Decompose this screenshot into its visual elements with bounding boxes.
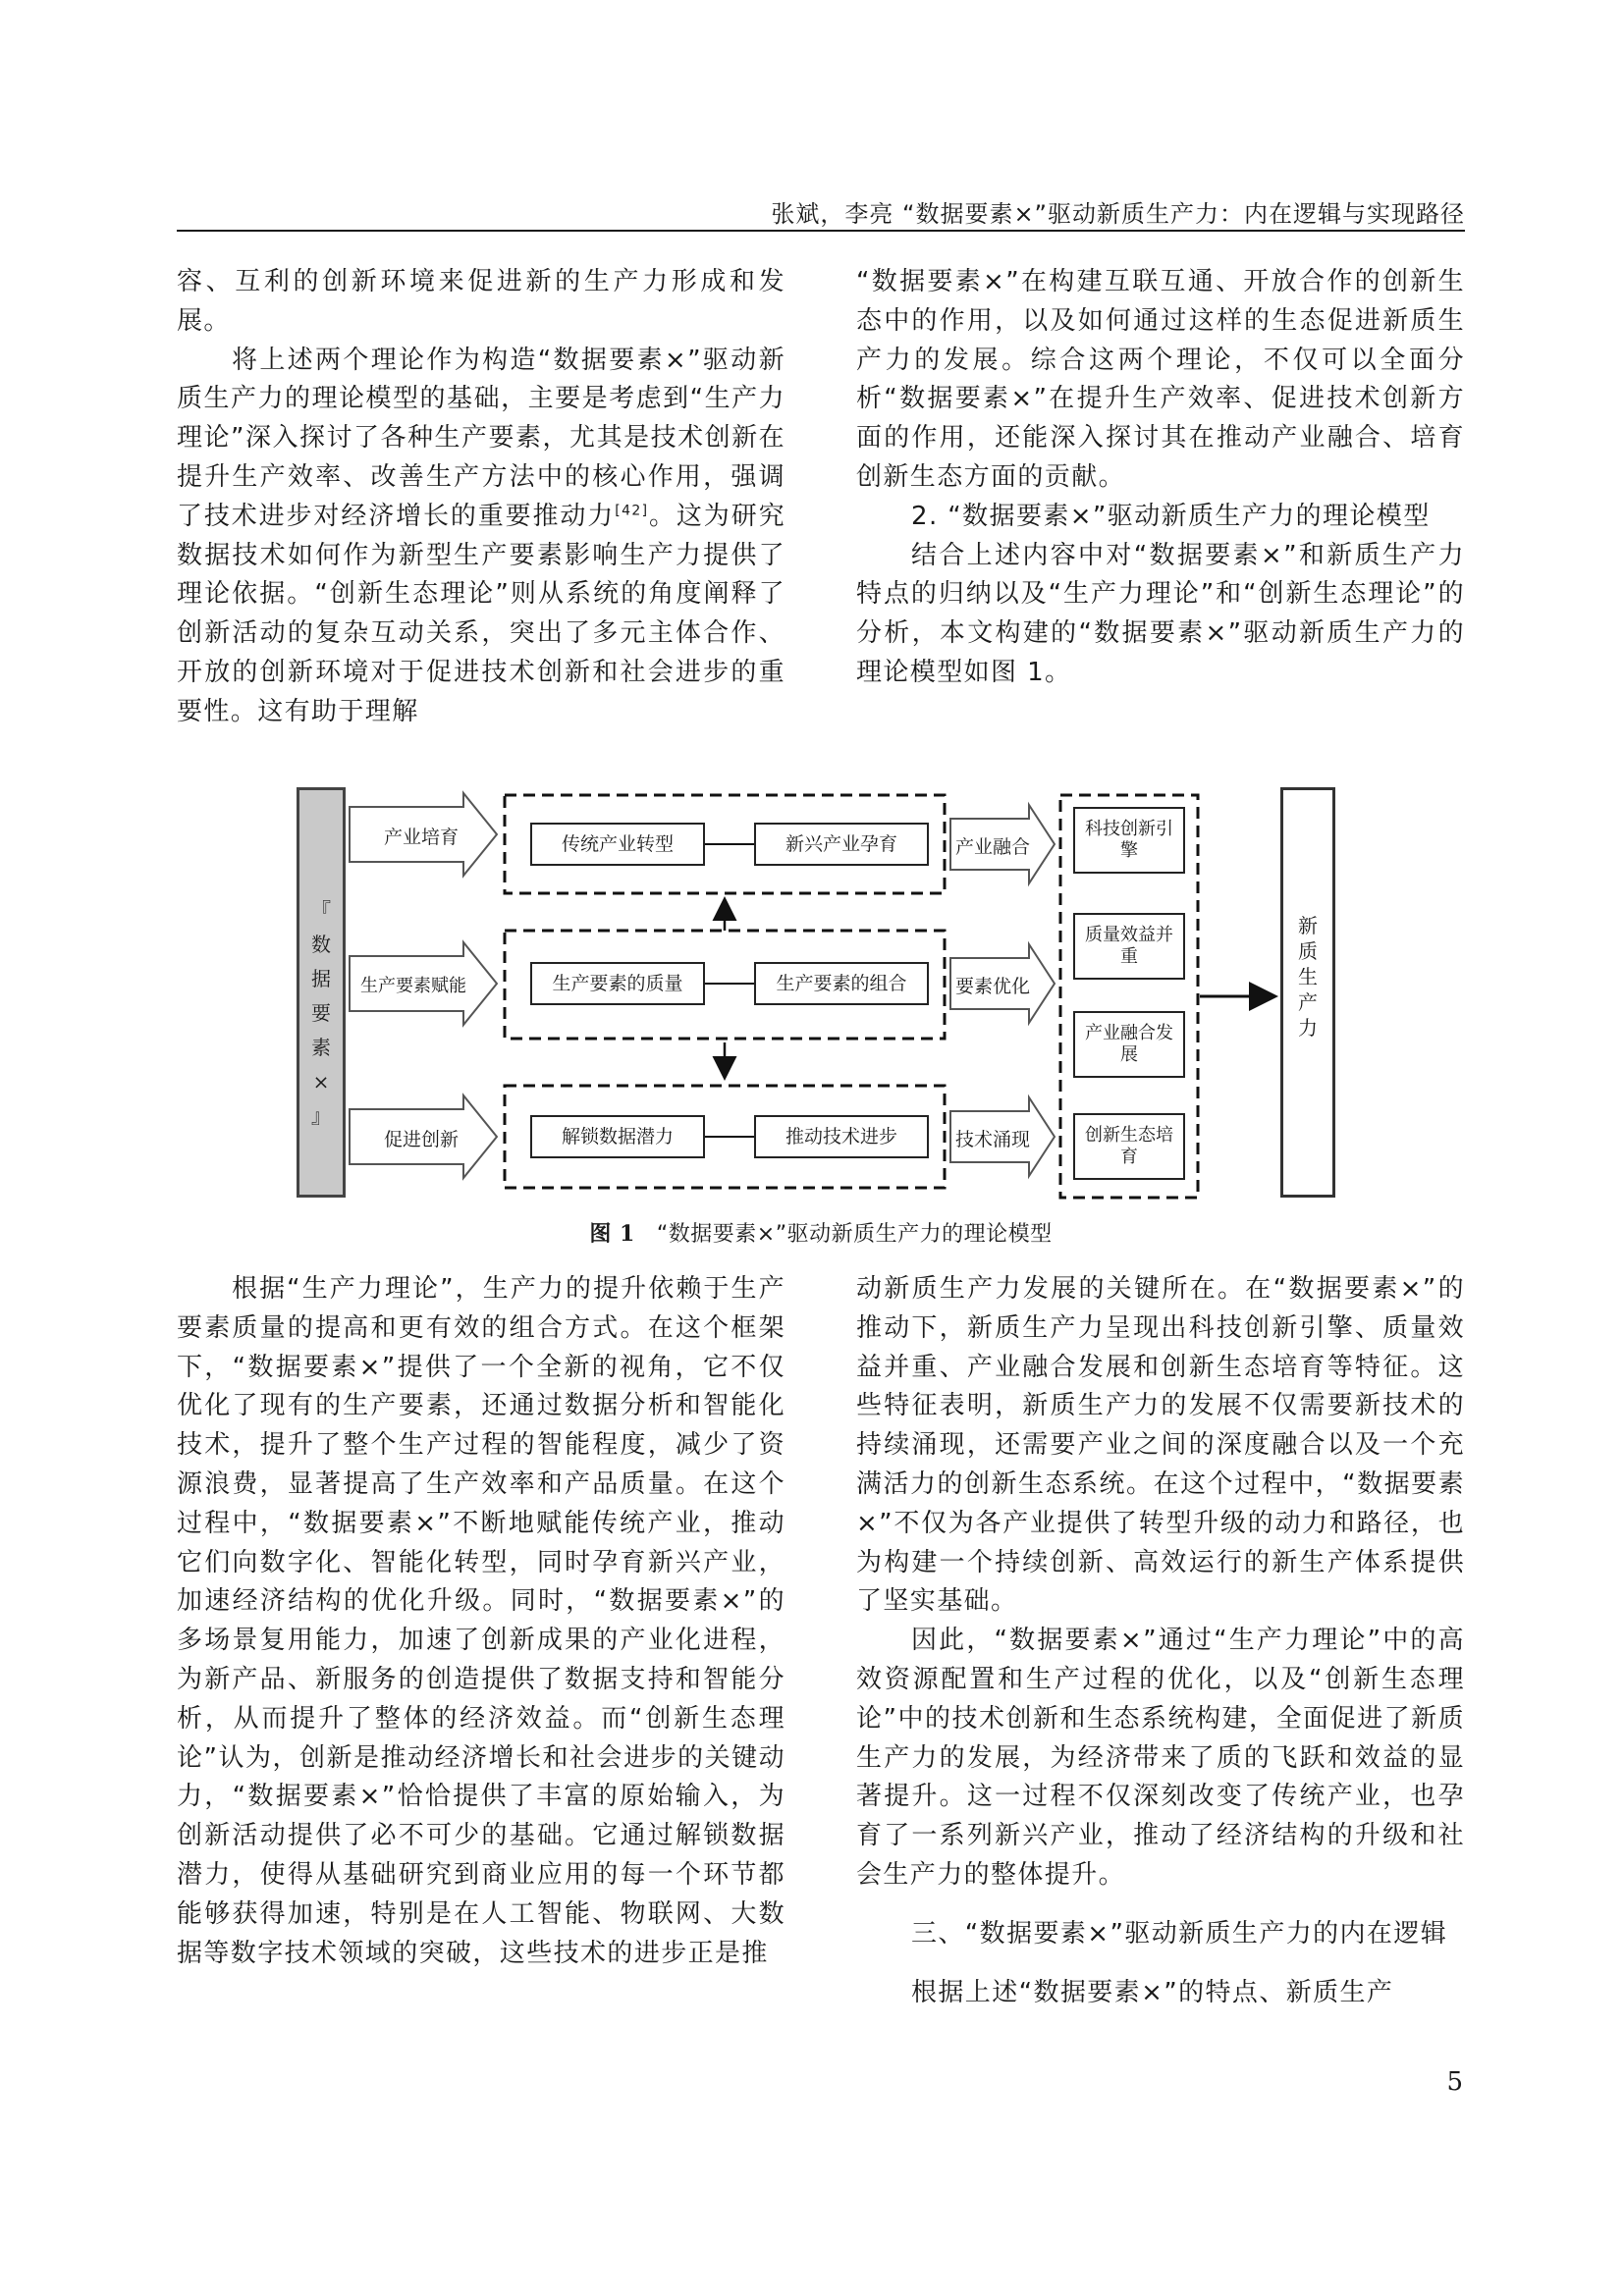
subsection-heading: 2. “数据要素×”驱动新质生产力的理论模型 [911, 501, 1431, 531]
data-factor-label: 『 数 据 要 素 × 』 [311, 898, 331, 1128]
box-emerging-industry: 新兴产业孕育 [754, 823, 929, 866]
box-factor-quality: 生产要素的质量 [530, 962, 705, 1005]
page-number: 5 [1446, 2067, 1463, 2097]
figure-1 [295, 785, 1339, 1207]
paragraph: 结合上述内容中对“数据要素×”和新质生产力特点的归纳以及“生产力理论”和“创新生态理论”的分析，本文构建的“数据要素×”驱动新质生产力的理论模型如图 1。 [856, 540, 1465, 687]
paragraph: “数据要素×”在构建互联互通、开放合作的创新生态中的作用，以及如何通过这样的生态促进新质生产力的发展。综合这两个理论，不仅可以全面分析“数据要素×”在提升生产效率、促进技术创新方面的作用，还能深入探讨其在推动产业融合、培育创新生态方面的贡献。 [856, 267, 1465, 492]
paragraph-text: 。这为研究数据技术如何作为新型生产要素影响生产力提供了理论依据。“创新生态理论”则从系统的角度阐释了创新活动的复杂互动关系，突出了多元主体合作、开放的创新环境对于促进技术创新和社会进步的重要性。这有助于理解 [177, 501, 785, 726]
box-unlock-data: 解锁数据潜力 [530, 1115, 705, 1158]
paragraph [177, 342, 785, 732]
paragraph: 根据上述“数据要素×”的特点、新质生产 [911, 1977, 1394, 2007]
arrow-label: 促进创新 [383, 1129, 459, 1150]
caption-text: “数据要素×”驱动新质生产力的理论模型 [656, 1222, 1053, 1247]
column-top-right [856, 263, 1465, 693]
caption-number: 图 1 [589, 1221, 635, 1247]
box-traditional-industry: 传统产业转型 [530, 823, 705, 866]
paragraph: 动新质生产力发展的关键所在。在“数据要素×”的推动下，新质生产力呈现出科技创新引擎、质量效益并重、产业融合发展和创新生态培育等特征。这些特征表明，新质生产力的发展不仅需要新技术的持续涌现，还需要产业之间的深度融合以及一个充满活力的创新生态系统。在这个过程中，“数据要素×”不仅为各产业提供了转型升级的动力和路径，也为构建一个持续创新、高效运行的新生产体系提供了坚实基础。 [856, 1274, 1465, 1617]
paragraph: 根据“生产力理论”，生产力的提升依赖于生产要素质量的提高和更有效的组合方式。在这个框架下，“数据要素×”提供了一个全新的视角，它不仅优化了现有的生产要素，还通过数据分析和智能化技术，提升了整个生产过程的智能程度，减少了资源浪费，显著提高了生产效率和产品质量。在这个过程中，“数据要素×”不断地赋能传统产业，推动它们向数字化、智能化转型，同时孕育新兴产业，加速经济结构的优化升级。同时，“数据要素×”的多场景复用能力，加速了创新成果的产业化进程，为新产品、新服务的创造提供了数据支持和智能分析，从而提升了整体的经济效益。而“创新生态理论”认为，创新是推动经济增长和社会进步的关键动力，“数据要素×”恰恰提供了丰富的原始输入，为创新活动提供了必不可少的基础。它通过解锁数据潜力，使得从基础研究到商业应用的每一个环节都能够获得加速，特别是在人工智能、物联网、大数据等数字技术领域的突破，这些技术的进步正是推 [177, 1274, 785, 1968]
figure-caption [177, 1217, 1465, 1248]
feature-box: 质量效益并重 [1073, 913, 1185, 980]
running-head: 张斌，李亮 “数据要素×”驱动新质生产力：内在逻辑与实现路径 [771, 200, 1465, 228]
box-factor-combination: 生产要素的组合 [754, 962, 929, 1005]
arrow-label: 产业培育 [383, 827, 459, 848]
column-bottom-right [856, 1270, 1465, 2012]
header-rule [177, 230, 1465, 232]
new-productivity-label: 新 质 生 产 力 [1298, 914, 1318, 1040]
arrow-label: 技术涌现 [954, 1129, 1030, 1150]
column-bottom-left [177, 1270, 785, 1973]
arrow-label: 生产要素赋能 [360, 976, 466, 996]
citation-mark: [42] [615, 503, 649, 519]
arrow-label: 要素优化 [954, 976, 1030, 997]
paragraph-text: 将上述两个理论作为构造“数据要素×”驱动新质生产力的理论模型的基础，主要是考虑到“生产力理论”深入探讨了各种生产要素，尤其是技术创新在提升生产效率、改善生产方法中的核心作用，强调了技术进步对经济增长的重要推动力 [177, 345, 785, 531]
paragraph: 因此，“数据要素×”通过“生产力理论”中的高效资源配置和生产过程的优化，以及“创新生态理论”中的技术创新和生态系统构建，全面促进了新质生产力的发展，为经济带来了质的飞跃和效益的显著提升。这一过程不仅深刻改变了传统产业，也孕育了一系列新兴产业，推动了经济结构的升级和社会生产力的整体提升。 [856, 1626, 1465, 1890]
section-heading: 三、“数据要素×”驱动新质生产力的内在逻辑 [911, 1918, 1448, 1949]
column-top-left [177, 263, 785, 732]
box-tech-progress: 推动技术进步 [754, 1115, 929, 1158]
feature-box: 科技创新引擎 [1073, 807, 1185, 874]
feature-box: 产业融合发展 [1073, 1011, 1185, 1078]
feature-box: 创新生态培育 [1073, 1113, 1185, 1180]
paragraph: 容、互利的创新环境来促进新的生产力形成和发展。 [177, 267, 785, 336]
arrow-label: 产业融合 [954, 836, 1030, 858]
